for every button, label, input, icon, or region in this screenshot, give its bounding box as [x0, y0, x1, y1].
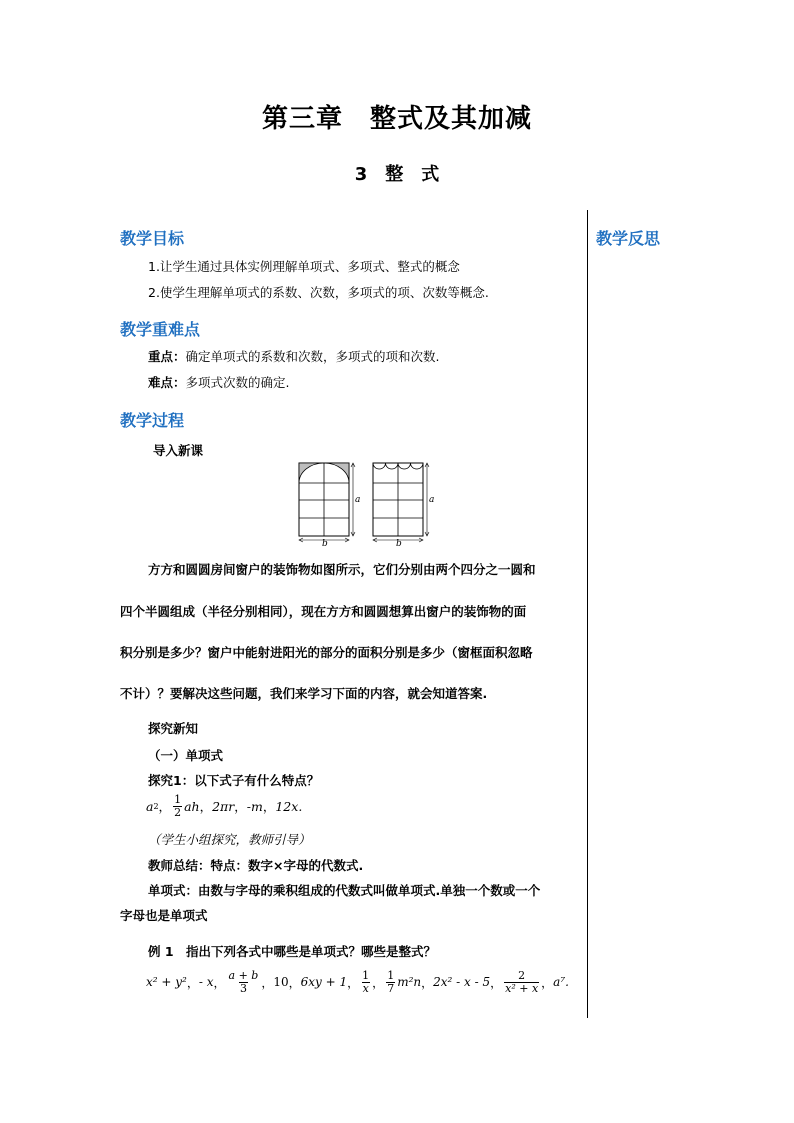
page-title: 第三章 整式及其加减	[261, 104, 532, 134]
intro-label: 导入新课	[153, 443, 204, 458]
intro-line-3: 积分别是多少？窗户中能射进阳光的部分的面积分别是多少（窗框面积忽略	[120, 645, 533, 660]
intro-line-1: 方方和圆圆房间窗户的装饰物如图所示，它们分别由两个四分之一圆和	[148, 562, 536, 577]
expr1-sep-1: ，	[158, 799, 172, 815]
expr1-term-2pir: 2πr	[212, 798, 235, 814]
focus-line	[148, 347, 440, 365]
expr2-e3-num: a + b	[228, 969, 259, 982]
window-left	[299, 463, 360, 546]
goal-item-2: 2.使学生理解单项式的系数、次数，多项式的项、次数等概念.	[148, 285, 489, 300]
expr2-e8: 2x² - x - 5	[433, 975, 491, 990]
dim-b-left: b	[322, 539, 328, 546]
expr2-sep-5: ，	[347, 975, 360, 990]
focus-label: 重点：	[148, 349, 186, 364]
difficulty-label: 难点：	[148, 375, 186, 390]
expression-line-1	[146, 794, 302, 818]
expr1-sep-4: ，	[262, 799, 276, 815]
expr2-e7-num: 1	[387, 969, 395, 982]
expr2-e4: 10	[273, 975, 289, 990]
expr1-term-12x: 12x.	[275, 798, 303, 814]
expr2-e3	[228, 970, 260, 994]
expr2-e6-num: 1	[362, 969, 370, 982]
hint-note: （学生小组探究，教师引导）	[148, 832, 311, 847]
expr2-sep-8: ，	[490, 975, 503, 990]
expr1-sep-3: ，	[234, 799, 247, 815]
goal-item-1: 1.让学生通过具体实例理解单项式、多项式、整式的概念	[148, 259, 460, 274]
dim-b-right: b	[396, 539, 402, 546]
expr2-e10: a⁷.	[553, 975, 569, 990]
intro-line-4: 不计）？要解决这些问题，我们来学习下面的内容，就会知道答案.	[120, 686, 488, 701]
expr2-e9-den: x² + x	[505, 981, 539, 995]
reflection-heading: 教学反思	[596, 229, 661, 248]
window-figures	[290, 460, 440, 546]
expr2-e9-num: 2	[518, 969, 526, 982]
window-right	[373, 463, 434, 546]
process-heading: 教学过程	[120, 411, 185, 430]
definition-line-1: 单项式：由数与字母的乘积组成的代数式叫做单项式.单独一个数或一个	[148, 883, 541, 898]
expr2-e1: x² + y²	[146, 975, 187, 990]
expr2-sep-2: ，	[213, 975, 226, 990]
expr2-e5: 6xy + 1	[300, 975, 348, 990]
expr2-sep-1: ，	[186, 975, 199, 990]
dim-a-right: a	[429, 495, 435, 505]
expr1-fraction-num: 1	[174, 793, 182, 806]
explore1-question: 探究1：以下式子有什么特点？	[148, 773, 320, 788]
explore-label: 探究新知	[148, 721, 199, 736]
example-1: 例 1 指出下列各式中哪些是单项式？哪些是整式？	[148, 944, 437, 959]
expr1-fraction	[173, 794, 182, 818]
dim-a-left: a	[355, 495, 361, 505]
teacher-summary: 教师总结：特点：数字×字母的代数式.	[148, 858, 364, 873]
expr1-term-a: a	[146, 798, 154, 814]
expr2-e7-den: 7	[387, 981, 395, 995]
difficulty-line	[148, 373, 290, 391]
difficulty-text: 多项式次数的确定.	[185, 375, 290, 390]
expression-line-2	[146, 970, 569, 994]
expr1-sep-2: ，	[199, 799, 213, 815]
expr2-e6	[361, 970, 370, 994]
expr2-sep-7: ，	[421, 975, 434, 990]
expr1-fraction-den: 2	[174, 805, 182, 819]
focus-text: 确定单项式的系数和次数，多项式的项和次数.	[185, 349, 440, 364]
sidebar-divider	[587, 210, 588, 1018]
expr2-e6-den: x	[362, 981, 369, 995]
expr2-sep-3: ，	[261, 975, 274, 990]
goals-heading: 教学目标	[120, 229, 185, 248]
expr2-sep-6: ，	[372, 975, 385, 990]
expr1-term-m: -m	[246, 798, 263, 814]
key-points-heading: 教学重难点	[120, 320, 201, 339]
expr2-e2: - x	[198, 975, 214, 990]
intro-line-2: 四个半圆组成（半径分别相同），现在方方和圆圆想算出窗户的装饰物的面	[120, 604, 527, 619]
expr2-e7	[386, 970, 395, 994]
expr1-term-a-exp: 2	[153, 801, 159, 811]
expr2-e9	[504, 970, 539, 994]
expr2-e7-tail: m²n	[397, 975, 422, 990]
expr2-e3-den: 3	[239, 981, 247, 995]
lesson-subtitle: 3 整 式	[354, 164, 440, 185]
part1-label: （一）单项式	[148, 748, 224, 763]
expr2-sep-4: ，	[288, 975, 301, 990]
expr1-term-ah: ah	[184, 798, 200, 814]
expr2-sep-9: ，	[541, 975, 554, 990]
definition-line-2: 字母也是单项式	[120, 908, 208, 923]
